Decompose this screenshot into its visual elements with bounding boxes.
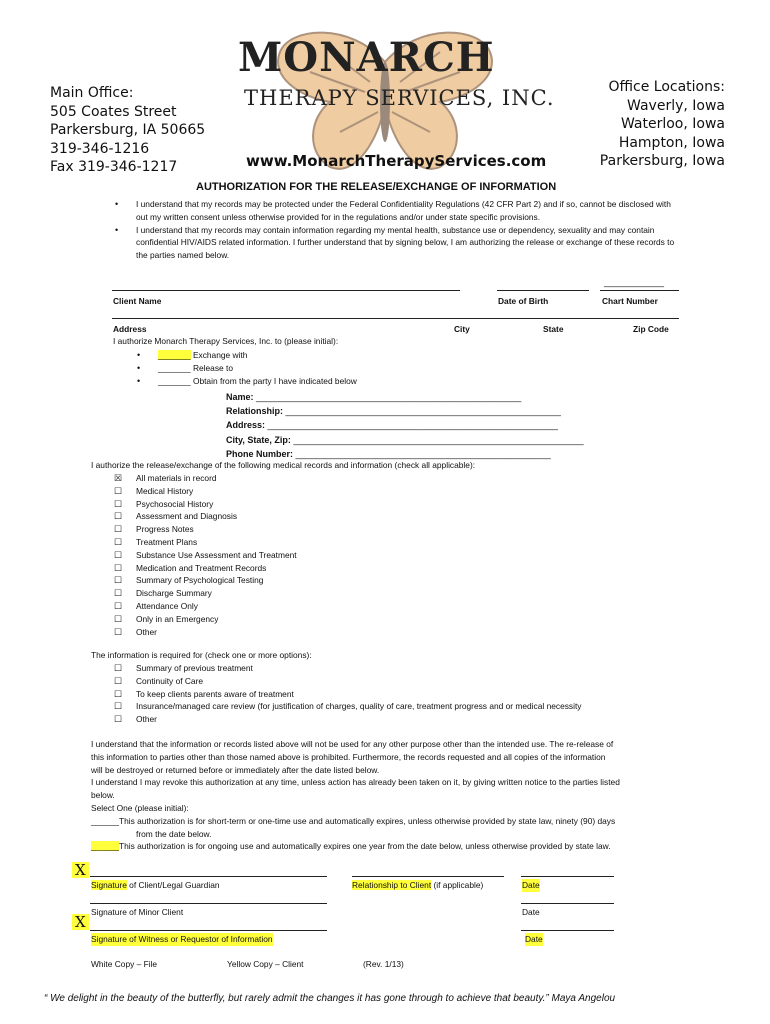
relationship-rest: (if applicable) — [431, 880, 484, 890]
witness-date-label: Date — [525, 934, 543, 944]
purpose-checkbox[interactable]: ☐ Summary of previous treatment — [136, 662, 582, 675]
minor-date-label: Date — [522, 907, 540, 917]
records-intro: I authorize the release/exchange of the following medical records and information (check all applicable): — [91, 460, 476, 470]
chart-number-label: Chart Number — [602, 296, 658, 306]
main-office-line: 319-346-1216 — [50, 140, 150, 157]
location-line: Waverly, Iowa — [627, 97, 725, 114]
relationship-label — [352, 879, 483, 892]
record-checkbox[interactable]: ☐ Progress Notes — [136, 523, 297, 536]
revision-label: (Rev. 1/13) — [363, 959, 404, 969]
address-line[interactable] — [112, 318, 679, 319]
party-fields — [226, 390, 584, 461]
option-text: This authorization is for short-term or one-time use and automatically expires, unless otherwise provided by state law, ninety (90) days — [118, 815, 616, 826]
party-field[interactable] — [226, 418, 584, 432]
initial-blank[interactable]: _______ — [158, 375, 191, 386]
initial-option-label: Exchange with — [192, 350, 248, 360]
party-label: Relationship: — [226, 406, 284, 417]
party-line[interactable]: _____________________________________________________ — [256, 392, 522, 402]
dob-line[interactable] — [497, 290, 589, 291]
party-field[interactable] — [226, 390, 584, 404]
initial-blank[interactable]: _______ — [158, 362, 191, 373]
witness-date-line[interactable] — [521, 930, 614, 931]
initial-option-label: Release to — [192, 362, 233, 373]
relationship-word: Relationship to Client — [352, 880, 432, 890]
terms-line: Select One (please initial): — [91, 802, 189, 813]
initial-option[interactable] — [158, 362, 357, 375]
records-list — [136, 472, 297, 638]
record-checkbox[interactable]: ☐ Assessment and Diagnosis — [136, 510, 297, 523]
record-checkbox[interactable]: ☐ Attendance Only — [136, 600, 297, 613]
record-checkbox[interactable]: ☐ Medication and Treatment Records — [136, 562, 297, 575]
party-label: Phone Number: — [226, 448, 294, 459]
website-link[interactable]: www.MonarchTherapyServices.com — [246, 152, 547, 170]
option-blank[interactable]: ______ — [91, 815, 119, 826]
witness-signature-label: Signature of Witness or Requestor of Information — [91, 934, 273, 944]
yellow-copy-label: Yellow Copy – Client — [227, 959, 304, 969]
party-field[interactable] — [226, 433, 584, 447]
signature-word: Signature — [91, 880, 127, 890]
party-line[interactable]: _______________________________________________________ — [285, 406, 561, 417]
purpose-checkbox[interactable]: ☐ Other — [136, 713, 582, 726]
relationship-line[interactable] — [352, 876, 504, 877]
record-checkbox[interactable]: ☐ Only in an Emergency — [136, 613, 297, 626]
party-line[interactable]: __________________________________________________________ — [267, 420, 558, 431]
record-checkbox[interactable]: ☐ Psychosocial History — [136, 498, 297, 511]
purpose-intro: The information is required for (check one or more options): — [91, 650, 312, 660]
witness-signature-line[interactable] — [90, 930, 327, 931]
date-line[interactable] — [521, 876, 614, 877]
dob-label: Date of Birth — [498, 296, 549, 306]
chart-dash: ____________ — [604, 277, 665, 287]
purpose-checkbox[interactable]: ☐ To keep clients parents aware of treatment — [136, 688, 582, 701]
purpose-checkbox[interactable]: ☐ Insurance/managed care review (for justification of charges, quality of care, treatment progress and or medical necessity — [136, 700, 582, 713]
record-checkbox[interactable]: ☐ Substance Use Assessment and Treatment — [136, 549, 297, 562]
client-signature-label — [91, 879, 220, 892]
purpose-checkbox[interactable]: ☐ Continuity of Care — [136, 675, 582, 688]
logo-title: MONARCH — [238, 34, 495, 81]
option-text: This authorization is for ongoing use and automatically expires one year from the date below, unless otherwise provided by state law. — [118, 841, 611, 852]
party-label: Name: — [226, 392, 254, 402]
record-checkbox[interactable]: ☐ Other — [136, 626, 297, 639]
record-checkbox[interactable]: ☐ Summary of Psychological Testing — [136, 574, 297, 587]
intro-bullets — [136, 198, 676, 262]
option-blank[interactable]: ______ — [91, 841, 119, 852]
state-label: State — [543, 324, 564, 334]
terms-line: I understand I may revoke this authorization at any time, unless action has already been taken on it, by giving written notice to the parties listed — [91, 777, 620, 788]
form-title: AUTHORIZATION FOR THE RELEASE/EXCHANGE OF INFORMATION — [196, 181, 557, 193]
terms-line: will be destroyed or returned before or immediately after the date listed below. — [91, 764, 380, 775]
main-office-block — [50, 84, 205, 177]
initial-option-label: Obtain from the party I have indicated below — [192, 375, 357, 386]
initial-options — [158, 349, 357, 387]
party-label: Address: — [226, 420, 266, 431]
location-line: Hampton, Iowa — [618, 134, 725, 151]
logo-subtitle: THERAPY SERVICES, INC. — [244, 86, 555, 110]
minor-signature-label: Signature of Minor Client — [91, 907, 184, 917]
main-office-line: Parkersburg, IA 50665 — [50, 122, 206, 138]
initial-option[interactable] — [158, 375, 357, 388]
terms-line: this information to parties other than those named above is prohibited. Furthermore, the records requested and all copies of the information — [91, 751, 606, 762]
select-option-ongoing[interactable] — [91, 840, 691, 853]
purpose-list — [136, 662, 582, 726]
initial-option[interactable] — [158, 349, 357, 362]
footer-quote: “ We delight in the beauty of the butterfly, but rarely admit the changes it has gone through to achieve that beauty.” Maya Angelou — [44, 993, 616, 1004]
record-checkbox[interactable]: ☐ Medical History — [136, 485, 297, 498]
signature-rest: of Client/Legal Guardian — [126, 880, 220, 890]
chart-number-line[interactable] — [600, 290, 679, 291]
main-office-line: 505 Coates Street — [50, 103, 177, 120]
sign-here-x-mark: X — [72, 862, 89, 878]
city-label: City — [454, 324, 470, 334]
intro-bullet: • I understand that my records may contain information regarding my mental health, substance use or dependency, sexuality and may contain confidential HIV/AIDS related information. I further understand that by signing below, I am authorizing the release or exchange of these records to the parties named below. — [136, 224, 676, 262]
office-locations-block — [600, 78, 725, 171]
terms-block — [91, 738, 691, 853]
select-option-short-term[interactable] — [91, 815, 691, 828]
option-text-cont: from the date below. — [136, 828, 212, 839]
client-signature-line[interactable] — [90, 876, 327, 877]
party-field[interactable] — [226, 404, 584, 418]
authorize-intro: I authorize Monarch Therapy Services, Inc. to (please initial): — [113, 336, 339, 346]
white-copy-label: White Copy – File — [91, 959, 158, 969]
terms-line: I understand that the information or records listed above will not be used for any other purpose other than the intended use. The re-release of — [91, 739, 614, 749]
minor-date-line[interactable] — [521, 903, 614, 904]
date-label: Date — [522, 880, 540, 890]
main-office-line: Fax 319-346-1217 — [50, 159, 178, 175]
main-office-line: Main Office: — [50, 85, 134, 101]
record-checkbox[interactable]: ☐ Discharge Summary — [136, 587, 297, 600]
address-label: Address — [113, 324, 147, 334]
initial-blank[interactable]: _______ — [158, 350, 191, 360]
sign-here-x-mark: X — [72, 914, 89, 930]
party-label: City, State, Zip: — [226, 434, 291, 445]
record-checkbox[interactable]: ☒ All materials in record — [136, 472, 297, 485]
intro-bullet: • I understand that my records may be protected under the Federal Confidentiality Regulations (42 CFR Part 2) and if so, cannot be disclosed with out my written consent unless otherwise provided for in the regulations and/or under state specific provisions. — [136, 198, 676, 224]
party-line[interactable]: __________________________________________________________ — [293, 434, 584, 445]
record-checkbox[interactable]: ☐ Treatment Plans — [136, 536, 297, 549]
location-line: Office Locations: — [608, 79, 725, 95]
location-line: Parkersburg, Iowa — [599, 153, 725, 169]
party-line[interactable]: ___________________________________________________ — [295, 448, 551, 459]
client-name-label: Client Name — [113, 296, 162, 306]
client-name-line[interactable] — [112, 290, 460, 291]
minor-signature-line[interactable] — [90, 903, 327, 904]
terms-line: below. — [91, 790, 115, 801]
zip-label: Zip Code — [633, 324, 669, 334]
location-line: Waterloo, Iowa — [620, 116, 725, 132]
